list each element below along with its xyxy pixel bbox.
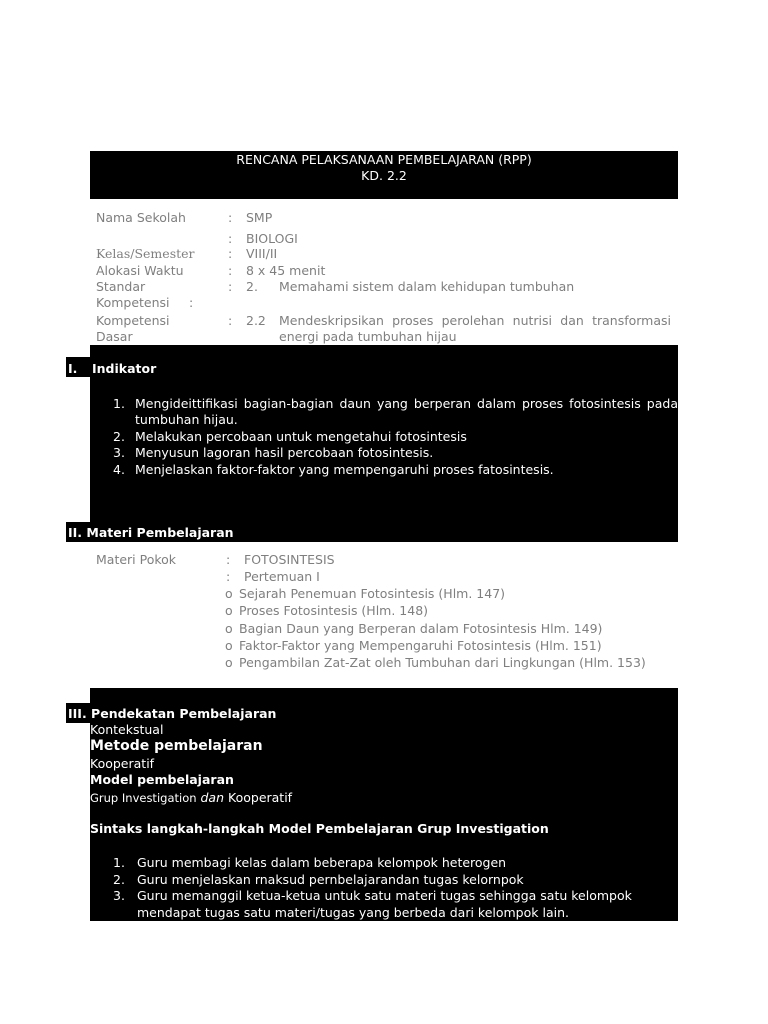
materi-item: Faktor-Faktor yang Mempengaruhi Fotosintesis (Hlm. 151) xyxy=(239,638,602,653)
indikator-item-text: Melakukan percobaan untuk mengetahui fotosintesis xyxy=(135,429,467,444)
materi-heading: II. Materi Pembelajaran xyxy=(68,525,234,540)
bullet-icon: o xyxy=(225,621,233,636)
materi-meeting: Pertemuan I xyxy=(244,569,320,584)
sk-number: 2. xyxy=(246,279,258,294)
indikator-item-number: 1. xyxy=(113,396,125,411)
model-value xyxy=(90,790,292,806)
subject-value: BIOLOGI xyxy=(246,231,298,246)
kd-number: 2.2 xyxy=(246,313,266,328)
document-subtitle: KD. 2.2 xyxy=(361,168,407,183)
sk-colon-2: : xyxy=(189,295,194,310)
subject-colon: : xyxy=(228,231,233,246)
step-number: 1. xyxy=(113,855,125,870)
approach-value: Kontekstual xyxy=(90,722,164,737)
class-value: VIII/II xyxy=(246,246,278,261)
school-label: Nama Sekolah xyxy=(96,210,186,225)
step-text-cont: mendapat tugas satu materi/tugas yang berbeda dari kelompok lain. xyxy=(137,905,569,920)
pendekatan-heading: III. Pendekatan Pembelajaran xyxy=(68,706,277,721)
indikator-item-text-cont: tumbuhan hijau. xyxy=(135,412,238,427)
materi-item: Proses Fotosintesis (Hlm. 148) xyxy=(239,603,429,618)
bullet-icon: o xyxy=(225,586,233,601)
model-value-part3: Kooperatif xyxy=(228,790,293,805)
materi-item: Sejarah Penemuan Fotosintesis (Hlm. 147) xyxy=(239,586,506,601)
document-title: RENCANA PELAKSANAAN PEMBELAJARAN (RPP) xyxy=(236,152,532,167)
time-label: Alokasi Waktu xyxy=(96,263,184,278)
materi-label: Materi Pokok xyxy=(96,552,177,567)
sk-label-2: Kompetensi xyxy=(96,295,170,310)
time-colon: : xyxy=(228,263,233,278)
school-colon: : xyxy=(228,210,233,225)
materi-colon: : xyxy=(226,552,231,567)
class-label: Kelas/Semester xyxy=(96,246,195,261)
model-heading: Model pembelajaran xyxy=(90,772,234,787)
kd-label-2: Dasar xyxy=(96,329,133,344)
step-text: Guru menjelaskan rnaksud pernbelajarandan tugas kelornpok xyxy=(137,872,524,887)
indikator-item-number: 3. xyxy=(113,445,125,460)
model-value-part2: dan xyxy=(200,790,225,805)
method-heading: Metode pembelajaran xyxy=(90,738,263,754)
materi-item: Bagian Daun yang Berperan dalam Fotosintesis Hlm. 149) xyxy=(239,621,603,636)
indikator-heading: Indikator xyxy=(92,361,157,376)
sk-value: Memahami sistem dalam kehidupan tumbuhan xyxy=(279,279,575,294)
kd-value-line-2: energi pada tumbuhan hijau xyxy=(279,329,457,344)
materi-colon-2: : xyxy=(226,569,231,584)
step-number: 2. xyxy=(113,872,125,887)
sk-colon: : xyxy=(228,279,233,294)
sk-label-1: Standar xyxy=(96,279,146,294)
materi-value: FOTOSINTESIS xyxy=(244,552,335,567)
indikator-heading-number: I. xyxy=(68,361,78,376)
kd-colon: : xyxy=(228,313,233,328)
school-value: SMP xyxy=(246,210,273,225)
indikator-item-number: 4. xyxy=(113,462,125,477)
indikator-item-text: Mengideittifikasi bagian-bagian daun yang berperan dalam proses fotosintesis pada xyxy=(135,396,678,411)
step-text: Guru memanggil ketua-ketua untuk satu materi tugas sehingga satu kelompok xyxy=(137,888,632,903)
class-colon: : xyxy=(228,246,233,261)
time-value: 8 x 45 menit xyxy=(246,263,326,278)
bullet-icon: o xyxy=(225,603,233,618)
bullet-icon: o xyxy=(225,638,233,653)
syntax-heading: Sintaks langkah-langkah Model Pembelajaran Grup Investigation xyxy=(90,821,549,836)
indikator-item-text: Menjelaskan faktor-faktor yang mempengaruhi proses fatosintesis. xyxy=(135,462,554,477)
kd-label-1: Kompetensi xyxy=(96,313,170,328)
indikator-item-text: Menyusun lagoran hasil percobaan fotosintesis. xyxy=(135,445,434,460)
step-text: Guru membagi kelas dalam beberapa kelompok heterogen xyxy=(137,855,507,870)
materi-item: Pengambilan Zat-Zat oleh Tumbuhan dari Lingkungan (Hlm. 153) xyxy=(239,655,646,670)
bullet-icon: o xyxy=(225,655,233,670)
method-value: Kooperatif xyxy=(90,756,155,771)
step-number: 3. xyxy=(113,888,125,903)
kd-value-line-1: Mendeskripsikan proses perolehan nutrisi dan transformasi xyxy=(279,313,671,328)
indikator-item-number: 2. xyxy=(113,429,125,444)
model-value-part1: Grup Investigation xyxy=(90,791,197,805)
